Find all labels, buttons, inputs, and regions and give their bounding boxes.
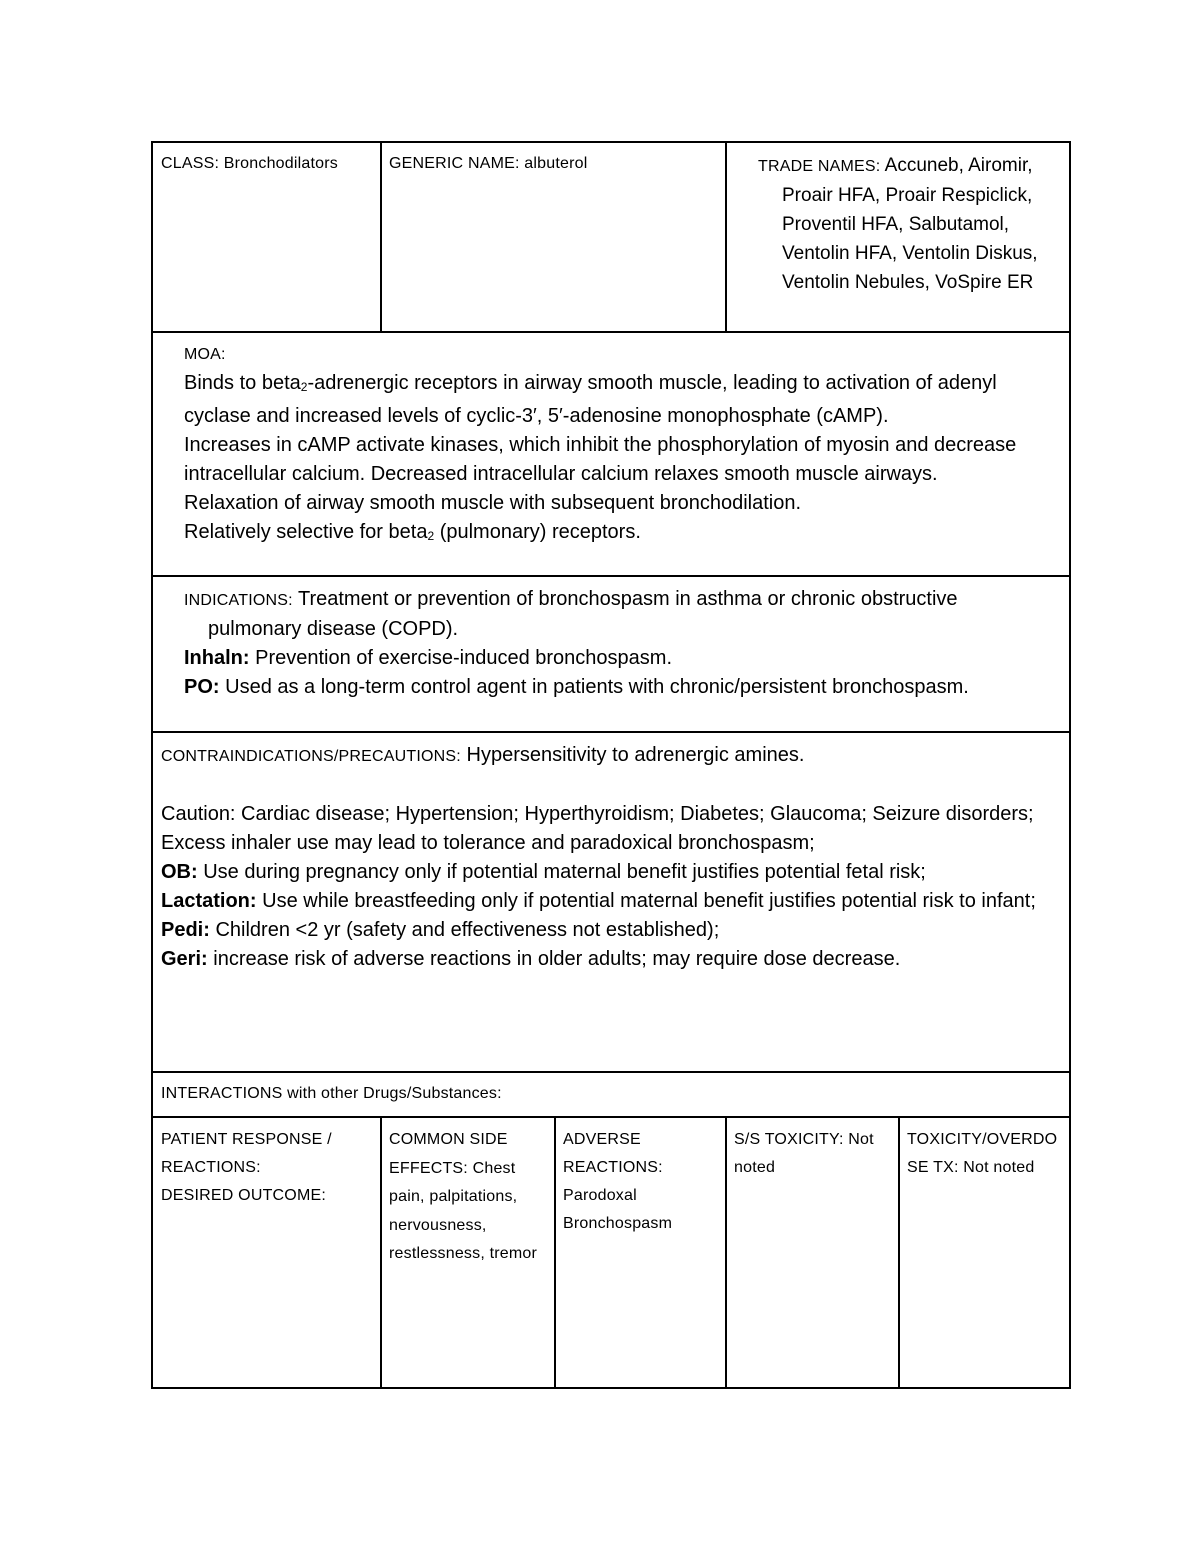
desired-outcome-label: DESIRED OUTCOME: <box>161 1187 326 1204</box>
interactions-section <box>161 1085 1041 1103</box>
adverse-reactions-label: ADVERSE REACTIONS: <box>563 1131 663 1176</box>
generic-name-value: albuterol <box>524 155 588 172</box>
trade-names-value: Accuneb, Airomir, Proair HFA, Proair Respiclick, Proventil HFA, Salbutamol, Ventolin HFA, Ventolin Diskus, Ventolin Nebules, VoSpire ER <box>782 155 1038 293</box>
patient-response-cell <box>161 1126 373 1210</box>
side-effects-label: COMMON SIDE EFFECTS: <box>389 1131 508 1177</box>
trade-names-cell <box>758 151 1058 297</box>
drug-card <box>151 141 1071 1389</box>
divider <box>725 1117 727 1389</box>
patient-response-label: PATIENT RESPONSE / <box>161 1131 332 1148</box>
generic-name-label: GENERIC NAME: <box>389 155 520 172</box>
adverse-reactions-value: Parodoxal Bronchospasm <box>563 1187 673 1232</box>
divider <box>153 1116 1069 1118</box>
po-line: PO: Used as a long-term control agent in patients with chronic/persistent bronchospasm. <box>184 676 969 698</box>
divider <box>725 143 727 332</box>
inhaln-line: Inhaln: Prevention of exercise-induced bronchospasm. <box>184 647 673 669</box>
divider <box>153 1071 1069 1073</box>
moa-paragraph-1: Binds to beta$_2$-adrenergic receptors in airway smooth muscle, leading to activation of adenyl cyclase and increased levels of cyclic-3′, 5′-adenosine monophosphate (cAMP). <box>184 372 997 427</box>
indications-section <box>184 585 1054 702</box>
moa-paragraph-3: Relaxation of airway smooth muscle with subsequent bronchodilation. <box>184 492 802 514</box>
caution-line: Caution: Cardiac disease; Hypertension; Hyperthyroidism; Diabetes; Glaucoma; Seizure disorders; <box>161 803 1034 825</box>
moa-paragraph-2: Increases in cAMP activate kinases, which inhibit the phosphorylation of myosin and decrease intracellular calcium. Decreased intracellular calcium relaxes smooth muscle airways. <box>184 434 1017 485</box>
generic-name-cell <box>389 155 719 173</box>
divider <box>898 1117 900 1389</box>
indications-text: INDICATIONS: Treatment or prevention of bronchospasm in asthma or chronic obstructive pulmonary disease (COPD). <box>184 588 958 640</box>
trade-names-label: TRADE NAMES: <box>758 158 881 175</box>
pedi-line: Pedi: Children <2 yr (safety and effectiveness not established); <box>161 919 720 941</box>
toxicity-value: Not noted <box>734 1131 874 1176</box>
class-cell <box>161 155 376 173</box>
lactation-line: Lactation: Use while breastfeeding only if potential maternal benefit justifies potential risk to infant; <box>161 890 1036 912</box>
overdose-tx-value: Not noted <box>963 1159 1035 1176</box>
ob-line: OB: Use during pregnancy only if potential maternal benefit justifies potential fetal risk; <box>161 861 926 883</box>
overdose-tx-cell <box>907 1126 1062 1182</box>
toxicity-label: S/S TOXICITY: <box>734 1131 844 1148</box>
divider <box>153 731 1069 733</box>
moa-paragraph-4: Relatively selective for beta$_2$ (pulmonary) receptors. <box>184 521 641 543</box>
divider <box>153 331 1069 333</box>
reactions-label: REACTIONS: <box>161 1159 261 1176</box>
adverse-reactions-cell <box>563 1126 723 1238</box>
overdose-tx-label: TOXICITY/OVERDOSE TX: <box>907 1131 1058 1176</box>
moa-section <box>184 341 1044 551</box>
class-label: CLASS: <box>161 155 220 172</box>
geri-line: Geri: increase risk of adverse reactions in older adults; may require dose decrease. <box>161 948 901 970</box>
class-value: Bronchodilators <box>223 155 338 172</box>
side-effects-cell <box>389 1126 549 1269</box>
side-effects-value: Chest pain, palpitations, nervousness, restlessness, tremor <box>389 1159 538 1262</box>
moa-label: MOA: <box>184 346 226 363</box>
divider <box>153 575 1069 577</box>
contraindications-section <box>161 741 1061 974</box>
toxicity-cell <box>734 1126 894 1182</box>
excess-use-line: Excess inhaler use may lead to tolerance and paradoxical bronchospasm; <box>161 832 815 854</box>
interactions-label: INTERACTIONS with other Drugs/Substances: <box>161 1085 502 1102</box>
divider <box>380 143 382 332</box>
divider <box>380 1117 382 1389</box>
contraindications-text: CONTRAINDICATIONS/PRECAUTIONS: Hypersensitivity to adrenergic amines. <box>161 744 805 766</box>
divider <box>554 1117 556 1389</box>
